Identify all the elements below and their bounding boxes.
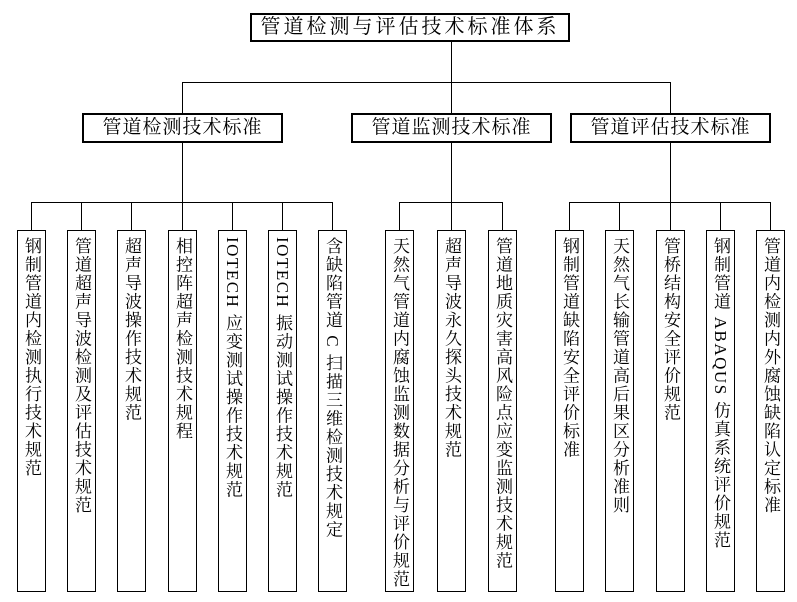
connector-line (332, 202, 333, 230)
connector-line (182, 202, 183, 230)
connector-line (619, 202, 620, 230)
leaf-node: 钢制管道内检测执行技术规范 (17, 230, 46, 592)
connector-line (670, 82, 671, 113)
connector-line (451, 42, 452, 113)
leaf-node: 管道内检测内外腐蚀缺陷认定标准 (756, 230, 785, 592)
connector-line (451, 143, 452, 202)
connector-line (81, 202, 82, 230)
connector-line (670, 202, 671, 230)
leaf-node: IOTECH 应变测试操作技术规范 (218, 230, 247, 592)
leaf-node: IOTECH 振动测试操作技术规范 (268, 230, 297, 592)
connector-line (451, 202, 452, 230)
leaf-node: 钢制管道缺陷安全评价标准 (555, 230, 584, 592)
connector-line (399, 202, 400, 230)
connector-line (182, 82, 183, 113)
leaf-node: 管道地质灾害高风险点应变监测技术规范 (488, 230, 517, 592)
branch-node-evaluation: 管道评估技术标准 (570, 113, 771, 143)
leaf-node: 超声导波操作技术规范 (117, 230, 146, 592)
leaf-node: 天然气长输管道高后果区分析准则 (605, 230, 634, 592)
leaf-node: 钢制管道 ABAQUS 仿真系统评价规范 (706, 230, 735, 592)
connector-line (569, 202, 570, 230)
leaf-node: 含缺陷管道 C 扫描三维检测技术规定 (318, 230, 347, 592)
leaf-node: 管道超声导波检测及评估技术规范 (67, 230, 96, 592)
connector-line (232, 202, 233, 230)
connector-line (770, 202, 771, 230)
connector-line (720, 202, 721, 230)
connector-line (31, 202, 32, 230)
connector-line (182, 82, 671, 83)
branch-node-inspection: 管道检测技术标准 (82, 113, 283, 143)
connector-line (282, 202, 283, 230)
connector-line (502, 202, 503, 230)
connector-line (131, 202, 132, 230)
root-node: 管道检测与评估技术标准体系 (250, 13, 570, 42)
branch-node-monitoring: 管道监测技术标准 (351, 113, 552, 143)
leaf-node: 超声导波永久探头技术规范 (437, 230, 466, 592)
connector-line (670, 143, 671, 202)
leaf-node: 管桥结构安全评价规范 (656, 230, 685, 592)
leaf-node: 天然气管道内腐蚀监测数据分析与评价规范 (385, 230, 414, 592)
leaf-node: 相控阵超声检测技术规程 (168, 230, 197, 592)
connector-line (182, 143, 183, 202)
